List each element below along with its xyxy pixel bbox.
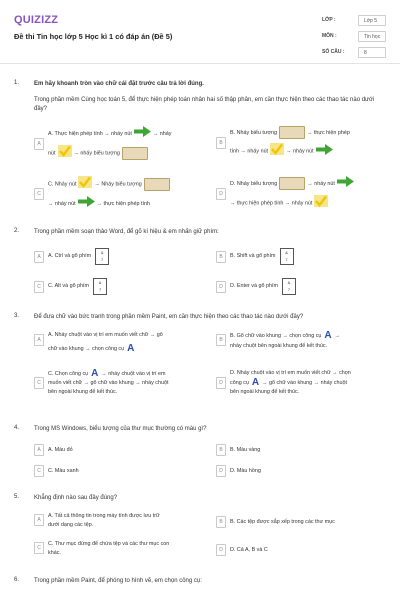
option-a[interactable] <box>34 248 109 265</box>
meta-label: MÔN : <box>322 33 337 39</box>
text-tool-icon: A <box>251 377 260 388</box>
option-text <box>230 176 356 211</box>
option-text: C. Alt và gõ phím <box>48 283 90 289</box>
option-a[interactable] <box>34 512 160 530</box>
option-text <box>48 540 169 558</box>
option-line: → thực hiện phép tính → nháy nút <box>230 200 313 207</box>
worksheet-header <box>0 0 400 64</box>
option-letter: D <box>216 188 226 200</box>
text-tool-icon: A <box>324 330 332 341</box>
logo: QUIZIZZ <box>14 14 59 26</box>
option-line: B. Nháy biểu tượng <box>230 129 277 136</box>
option-line: D. Nháy biểu tượng <box>230 180 278 187</box>
option-text <box>230 331 340 351</box>
calculation-icon <box>122 147 148 160</box>
option-c[interactable] <box>34 278 107 295</box>
option-letter: C <box>34 281 44 293</box>
key-icon: & 7 <box>95 248 109 265</box>
option-line: B. Gõ chữ vào khung → chọn công cụ <box>230 332 322 339</box>
option-text <box>48 331 163 354</box>
option-line: → nháy biểu tượng <box>73 150 120 157</box>
check-icon <box>312 195 330 211</box>
option-line: → thực hiện phép tính <box>96 200 150 207</box>
option-letter: C <box>34 542 44 554</box>
option-text: A. Màu đỏ <box>48 446 73 453</box>
option-letter: C <box>34 188 44 200</box>
arrow-glyph: → <box>334 332 341 339</box>
option-c[interactable] <box>34 540 169 558</box>
option-b[interactable] <box>216 516 335 528</box>
option-line: dưới dạng các tệp. <box>48 522 94 528</box>
option-d[interactable] <box>216 176 356 211</box>
text-tool-icon: A <box>127 343 135 354</box>
option-line: → Nháy biểu tượng <box>94 181 142 188</box>
option-line: khác. <box>48 550 61 556</box>
option-text <box>48 369 169 397</box>
option-line: muốn viết chữ → gõ chữ vào khung → nháy chuột <box>48 379 169 386</box>
option-letter: A <box>34 444 44 456</box>
question-subtext: Trong phần mềm Cùng học toán 5, để thực hiện phép toán nhân hai số thập phân, em cần thực hiện theo các thao tác nào dưới đây? <box>34 97 375 112</box>
meta-value: 8 <box>358 47 386 58</box>
option-line: A. Nháy chuột vào vị trí em muốn viết chữ → gõ <box>48 332 163 338</box>
option-letter: A <box>34 514 44 526</box>
option-d[interactable] <box>216 369 351 397</box>
option-text: A. Ctrl và gõ phím <box>48 253 92 259</box>
option-text <box>48 176 172 211</box>
option-letter: C <box>34 377 44 389</box>
option-c[interactable] <box>34 369 169 397</box>
meta-value: Lớp 5 <box>358 15 386 26</box>
question-text: Để đưa chữ vào bức tranh trong phần mềm Paint, em cần thực hiện theo các thao tác nào dưới đây? <box>34 314 304 320</box>
meta-value: Tin học <box>358 31 386 42</box>
option-d[interactable] <box>216 278 296 295</box>
option-letter: D <box>216 465 226 477</box>
question-number: 1. <box>14 80 20 86</box>
option-text <box>48 126 171 161</box>
option-text: D. Màu hồng <box>230 467 261 474</box>
option-line: → nháy <box>152 130 172 137</box>
option-line: D. Nháy chuột vào vị trí em muốn viết chữ → chọn <box>230 370 351 376</box>
option-line: tính → nháy nút <box>230 148 269 155</box>
option-letter: D <box>216 281 226 293</box>
option-line: bên ngoài khung để kết thúc. <box>48 388 118 395</box>
question-text: Khẳng định nào sau đây đúng? <box>34 495 118 501</box>
option-text: C. Màu xanh <box>48 467 79 474</box>
option-line: C. Thư mục đứng để chứa tệp và các thư mục con <box>48 541 170 547</box>
question-text: Trong MS Windows, biểu tượng của thư mục thường có màu gì? <box>34 426 207 432</box>
option-letter: A <box>34 251 44 263</box>
option-letter: B <box>216 251 226 263</box>
option-c[interactable] <box>34 176 172 211</box>
option-line: A. Tất cả thông tin trong máy tính được lưu trữ <box>48 513 160 519</box>
option-line: → nháy nút <box>307 180 335 187</box>
option-b[interactable] <box>216 248 294 265</box>
key-icon: & 7 <box>282 278 296 295</box>
option-letter: B <box>216 334 226 346</box>
option-line: C. Chọn công cụ <box>48 370 89 377</box>
option-a[interactable] <box>34 126 171 161</box>
option-b[interactable] <box>216 331 340 351</box>
option-d[interactable] <box>216 465 261 477</box>
option-text: B. Các tệp được sắp xếp trong các thư mục <box>230 518 335 525</box>
meta-table <box>322 12 388 60</box>
option-letter: B <box>216 137 226 149</box>
question-number: 5. <box>14 494 20 500</box>
option-d[interactable] <box>216 544 268 556</box>
option-letter: D <box>216 544 226 556</box>
page-title: Đề thi Tin học lớp 5 Học kì 1 có đáp án (Đề 5) <box>14 32 173 41</box>
question-number: 3. <box>14 313 20 319</box>
option-letter: B <box>216 516 226 528</box>
option-line: → nháy nút <box>48 200 76 207</box>
option-text: B. Màu vàng <box>230 446 261 453</box>
option-line: → nháy chuột vào vị trí em <box>101 370 166 377</box>
option-line: công cụ <box>230 379 249 386</box>
question-text: Trong phần mềm Paint, để phóng to hình vẽ, em chọn công cụ: <box>34 578 202 584</box>
calculation-icon <box>279 177 305 190</box>
option-c[interactable] <box>34 465 79 477</box>
option-line: → nháy nút <box>286 148 314 155</box>
question-number: 2. <box>14 228 20 234</box>
green-arrow-icon <box>314 144 335 159</box>
option-text: B. Shift và gõ phím <box>230 253 276 259</box>
option-b[interactable] <box>216 126 350 159</box>
option-letter: D <box>216 377 226 389</box>
option-line: nháy chuột bên ngoài khung để kết thúc. <box>230 342 328 349</box>
option-letter: A <box>34 138 44 150</box>
option-line: bên ngoài khung để kết thúc. <box>230 388 300 395</box>
option-line: → thực hiện phép <box>307 129 350 136</box>
option-line: chữ vào khung → chọn công cụ <box>48 345 125 352</box>
option-line: A. Thực hiện phép tính → nháy nút <box>48 130 132 137</box>
check-icon <box>76 176 94 192</box>
question-number: 6. <box>14 577 20 583</box>
option-letter: A <box>34 334 44 346</box>
check-icon <box>268 143 286 159</box>
option-letter: C <box>34 465 44 477</box>
option-a[interactable] <box>34 444 73 456</box>
meta-label: SỐ CÂU : <box>322 49 345 55</box>
green-arrow-icon <box>76 196 97 211</box>
option-line: C. Nháy nút <box>48 181 77 188</box>
green-arrow-icon <box>335 176 356 191</box>
meta-row-count <box>322 44 388 60</box>
question-text: Trong phần mềm soạn thảo Word, để gõ kí hiệu & em nhấn giữ phím: <box>34 229 219 235</box>
option-b[interactable] <box>216 444 260 456</box>
question-number: 4. <box>14 425 20 431</box>
option-text: D. Enter và gõ phím <box>230 283 278 289</box>
option-text <box>230 126 350 159</box>
meta-label: LỚP : <box>322 17 336 23</box>
calculation-icon <box>144 178 170 191</box>
text-tool-icon: A <box>91 368 99 379</box>
check-icon <box>56 145 74 161</box>
question-text: Em hãy khoanh tròn vào chữ cái đặt trước câu trả lời đúng. <box>34 81 204 87</box>
option-line: nút <box>48 150 56 157</box>
green-arrow-icon <box>132 126 153 141</box>
meta-row-class <box>322 12 388 28</box>
option-letter: B <box>216 444 226 456</box>
option-text: D. Cả A, B và C <box>230 546 268 553</box>
option-text <box>230 369 351 397</box>
key-icon: & 7 <box>93 278 107 295</box>
meta-row-subject <box>322 28 388 44</box>
option-a[interactable] <box>34 331 163 354</box>
option-line: → gõ chữ vào khung → nháy chuột <box>262 379 347 386</box>
calculation-icon <box>279 126 305 139</box>
key-icon: & 7 <box>280 248 294 265</box>
option-text <box>48 512 160 530</box>
